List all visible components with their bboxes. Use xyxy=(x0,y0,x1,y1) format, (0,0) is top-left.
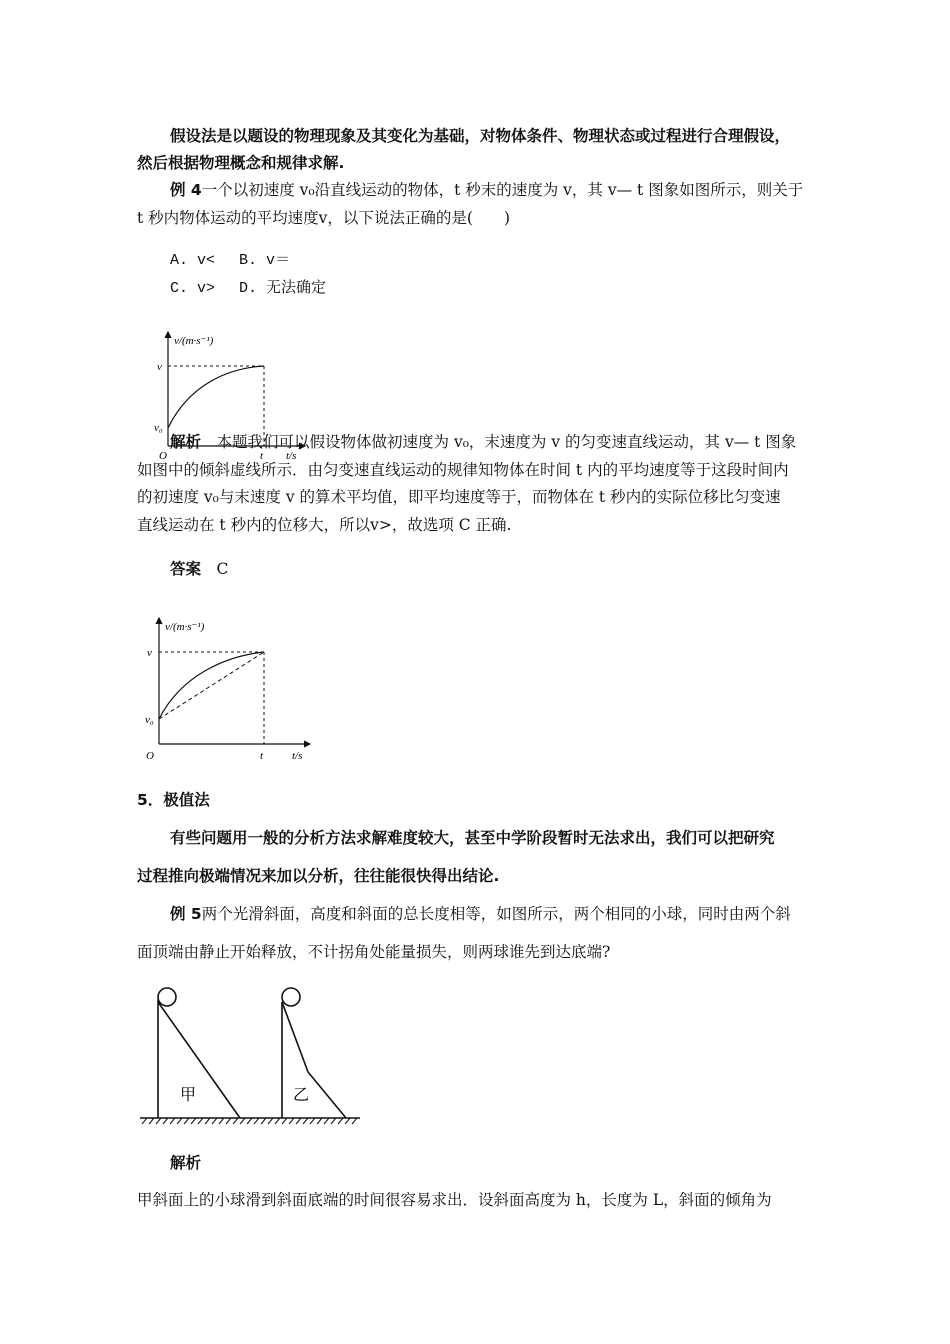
section5-title: 5．极值法 xyxy=(137,791,210,809)
example5-line-1 xyxy=(170,904,791,924)
section5-line-1: 有些问题用一般的分析方法求解难度较大，甚至中学阶段暂时无法求出，我们可以把研究 xyxy=(170,829,775,847)
yi-ball xyxy=(282,988,300,1006)
example5-text-1: 两个光滑斜面，高度和斜面的总长度相等，如图所示，两个相同的小球，同时由两个斜 xyxy=(201,905,791,923)
jia-label: 甲 xyxy=(180,1087,197,1104)
analysis4-line-4: 直线运动在 t 秒内的位移大，所以v>，故选项 C 正确. xyxy=(137,516,512,534)
analysis4-line-2: 如图中的倾斜虚线所示．由匀变速直线运动的规律知物体在时间 t 内的平均速度等于这段时间内 xyxy=(137,461,789,479)
analysis4-text-1: 本题我们可以假设物体做初速度为 v₀，末速度为 v 的匀变速直线运动，其 v— t 图象 xyxy=(216,433,797,451)
example4-label: 例 4 xyxy=(170,181,202,199)
intro-line-2: 然后根据物理概念和规律求解. xyxy=(137,154,345,172)
example4-text-1: 一个以初速度 v₀沿直线运动的物体，t 秒末的速度为 v，其 v— t 图象如图所示，则关于 xyxy=(201,181,804,199)
origin-label: O xyxy=(159,450,167,462)
v0-label: v₀ xyxy=(154,422,163,434)
origin-label: O xyxy=(146,750,154,762)
answer4-value: C xyxy=(216,560,229,578)
v0-label: v₀ xyxy=(145,714,154,726)
analysis4-line-1 xyxy=(170,432,796,452)
example5-label: 例 5 xyxy=(170,905,202,923)
section5-line-2: 过程推向极端情况来加以分析，往往能很快得出结论. xyxy=(137,867,500,885)
x-axis-label: t/s xyxy=(292,750,303,762)
analysis4-line-3: 的初速度 v₀与末速度 v 的算术平均值，即平均速度等于，而物体在 t 秒内的实际位移比匀变速 xyxy=(137,488,781,506)
answer4-label: 答案 xyxy=(170,560,202,578)
example4-line-1 xyxy=(170,180,803,200)
vt-graph-2 xyxy=(142,614,317,764)
uniform-acceleration-line xyxy=(159,652,264,719)
ground-hatching xyxy=(142,1118,357,1124)
jia-ball xyxy=(158,988,176,1006)
example4-options-row-1: A. v< B. v＝ xyxy=(170,252,291,269)
analysis5-line-1: 甲斜面上的小球滑到斜面底端的时间很容易求出．设斜面高度为 h，长度为 L，斜面的倾角为 xyxy=(137,1191,772,1209)
slopes-figure xyxy=(138,984,368,1134)
y-axis-label: v/(m·s⁻¹) xyxy=(165,621,205,633)
yi-label: 乙 xyxy=(293,1087,310,1104)
y-axis-label: v/(m·s⁻¹) xyxy=(174,335,214,347)
example4-options-row-2: C. v> D. 无法确定 xyxy=(170,280,327,297)
t-label: t xyxy=(260,450,264,462)
intro-line-1: 假设法是以题设的物理现象及其变化为基础，对物体条件、物理状态或过程进行合理假设， xyxy=(170,127,791,145)
example5-line-2: 面顶端由静止开始释放，不计拐角处能量损失，则两球谁先到达底端? xyxy=(137,943,611,961)
answer4-line xyxy=(170,559,228,579)
analysis5-label: 解析 xyxy=(170,1154,202,1172)
analysis4-label: 解析 xyxy=(170,433,202,451)
t-label: t xyxy=(260,750,264,762)
v-label: v xyxy=(147,647,152,659)
velocity-curve xyxy=(168,366,264,428)
jia-slope xyxy=(158,1002,240,1118)
x-axis-label: t/s xyxy=(286,450,297,462)
yi-slope xyxy=(282,1002,346,1118)
example4-line-2: t 秒内物体运动的平均速度v，以下说法正确的是( ) xyxy=(137,209,511,227)
v-label: v xyxy=(157,361,162,373)
